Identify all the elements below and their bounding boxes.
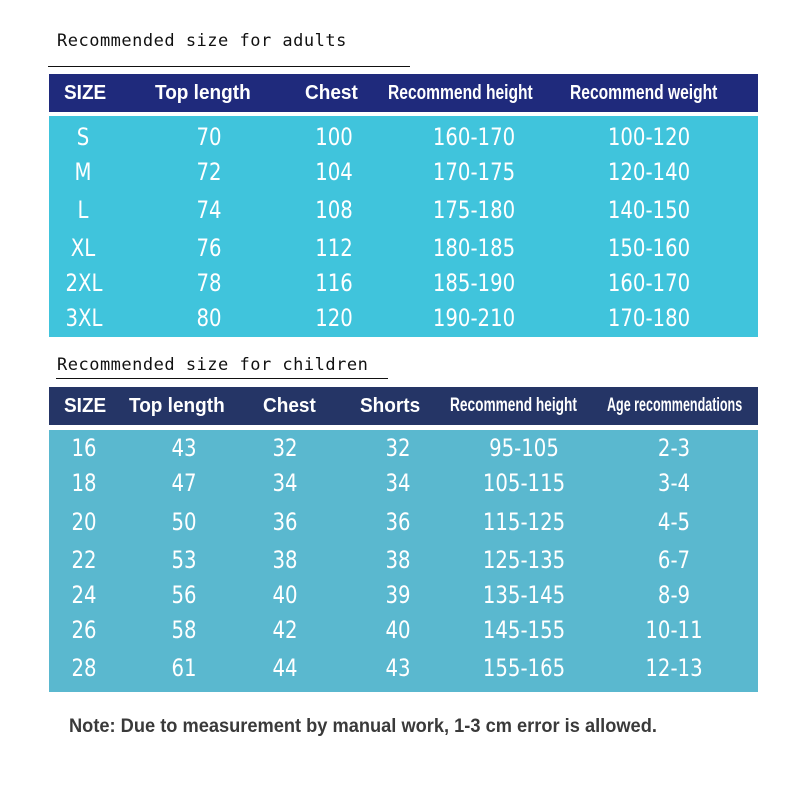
cell-top-length: 61 [171,654,197,682]
cell-recommend-height: 175-180 [432,196,516,224]
cell-chest: 32 [272,434,298,462]
adults-header-chest: Chest [305,81,358,104]
cell-shorts: 39 [385,581,411,609]
cell-chest: 112 [315,234,353,262]
adults-header-size: SIZE [64,81,107,104]
cell-top-length: 78 [196,269,222,297]
cell-top-length: 70 [196,123,222,151]
cell-size: XL [70,234,96,262]
cell-shorts: 43 [385,654,411,682]
cell-top-length: 76 [196,234,222,262]
cell-top-length: 74 [196,196,222,224]
cell-size: 20 [71,508,97,536]
cell-size: L [77,196,89,224]
children-size-table [49,387,758,692]
adults-table-body [49,116,758,337]
cell-size: S [76,123,90,151]
cell-recommend-height: 135-145 [482,581,566,609]
cell-top-length: 47 [171,469,197,497]
cell-size: 2XL [65,269,103,297]
cell-recommend-weight: 160-170 [607,269,691,297]
adults-title-underline [48,66,410,67]
children-table-header [49,387,758,425]
cell-size: 3XL [65,304,103,332]
cell-recommend-height: 105-115 [482,469,566,497]
cell-age: 10-11 [645,616,703,644]
cell-recommend-height: 95-105 [489,434,559,462]
cell-age: 8-9 [657,581,691,609]
cell-top-length: 58 [171,616,197,644]
table-row [49,542,758,578]
table-row [49,119,758,155]
table-row [49,577,758,613]
cell-size: 28 [71,654,97,682]
children-header-recommend-height: Recommend height [450,395,577,416]
cell-chest: 36 [272,508,298,536]
table-row [49,300,758,336]
table-row [49,230,758,266]
adults-table-header [49,74,758,112]
adults-header-top-length: Top length [155,81,251,104]
cell-chest: 34 [272,469,298,497]
cell-shorts: 36 [385,508,411,536]
cell-age: 6-7 [657,546,691,574]
cell-size: 24 [71,581,97,609]
children-header-top-length: Top length [129,394,225,417]
cell-chest: 100 [315,123,353,151]
table-row [49,650,758,686]
cell-age: 4-5 [657,508,691,536]
adults-section-title: Recommended size for adults [57,31,347,51]
cell-recommend-weight: 170-180 [607,304,691,332]
table-row [49,612,758,648]
cell-top-length: 80 [196,304,222,332]
children-section-title: Recommended size for children [57,355,369,375]
cell-recommend-weight: 140-150 [607,196,691,224]
cell-shorts: 40 [385,616,411,644]
cell-chest: 120 [315,304,353,332]
cell-recommend-height: 170-175 [432,158,516,186]
cell-recommend-weight: 150-160 [607,234,691,262]
cell-chest: 40 [272,581,298,609]
children-header-shorts: Shorts [360,394,421,417]
children-header-age-recommendations: Age recommendations [607,395,743,416]
cell-recommend-weight: 120-140 [607,158,691,186]
cell-chest: 38 [272,546,298,574]
adults-header-recommend-height: Recommend height [388,81,533,104]
table-row [49,192,758,228]
children-title-underline [56,378,388,379]
cell-chest: 104 [315,158,353,186]
cell-top-length: 50 [171,508,197,536]
cell-recommend-height: 155-165 [482,654,566,682]
cell-shorts: 34 [385,469,411,497]
cell-shorts: 32 [385,434,411,462]
cell-recommend-height: 180-185 [432,234,516,262]
cell-recommend-height: 185-190 [432,269,516,297]
cell-age: 12-13 [645,654,703,682]
cell-recommend-height: 115-125 [482,508,566,536]
cell-size: 22 [71,546,97,574]
cell-chest: 42 [272,616,298,644]
table-row [49,154,758,190]
table-row [49,265,758,301]
cell-chest: 116 [315,269,353,297]
children-header-chest: Chest [263,394,316,417]
cell-size: M [74,158,92,186]
cell-age: 2-3 [657,434,691,462]
cell-size: 26 [71,616,97,644]
cell-top-length: 72 [196,158,222,186]
adults-size-table [49,74,758,337]
children-table-body [49,430,758,692]
adults-header-recommend-weight: Recommend weight [570,81,718,104]
cell-shorts: 38 [385,546,411,574]
cell-chest: 108 [315,196,353,224]
cell-top-length: 43 [171,434,197,462]
children-header-size: SIZE [64,394,107,417]
cell-age: 3-4 [657,469,691,497]
cell-recommend-height: 190-210 [432,304,516,332]
cell-top-length: 56 [171,581,197,609]
cell-recommend-height: 125-135 [482,546,566,574]
cell-recommend-weight: 100-120 [607,123,691,151]
cell-chest: 44 [272,654,298,682]
cell-size: 16 [71,434,97,462]
cell-recommend-height: 160-170 [432,123,516,151]
cell-size: 18 [71,469,97,497]
table-row [49,465,758,501]
table-row [49,504,758,540]
measurement-note: Note: Due to measurement by manual work, 1-3 cm error is allowed. [69,716,657,737]
cell-top-length: 53 [171,546,197,574]
table-row [49,430,758,466]
cell-recommend-height: 145-155 [482,616,566,644]
